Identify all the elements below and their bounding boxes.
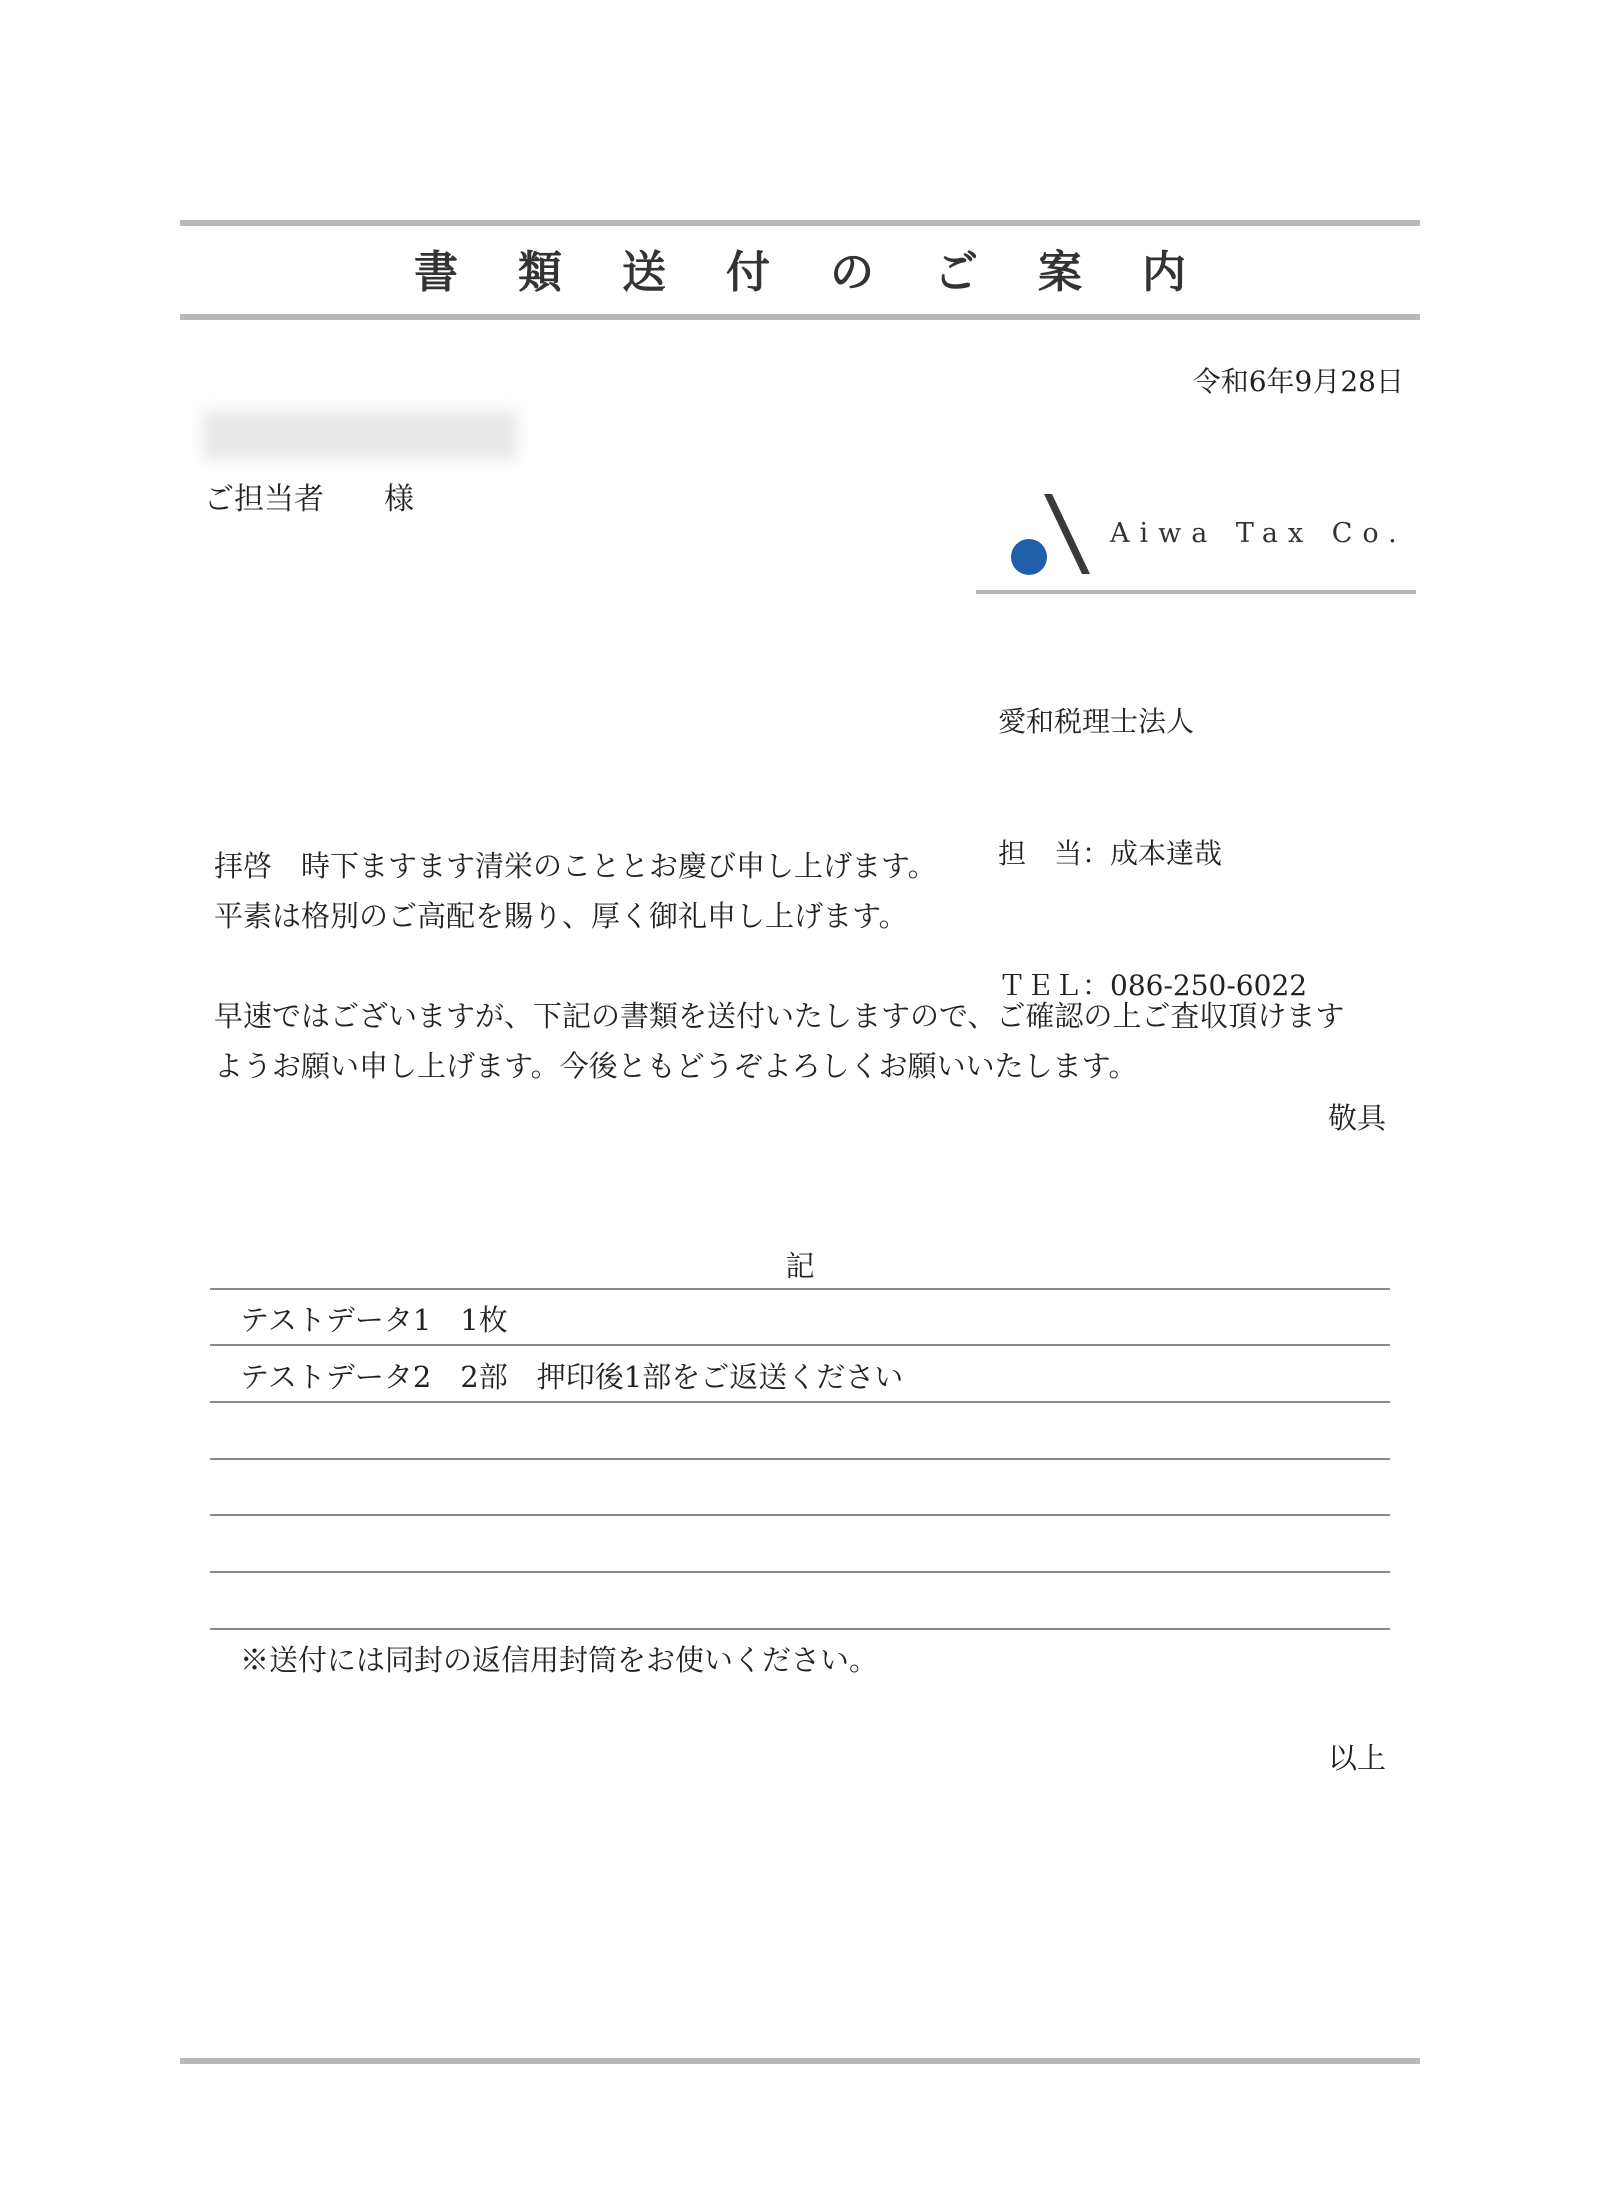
list-rule (210, 1344, 1390, 1346)
sender-company: 愛和税理士法人 (998, 705, 1195, 738)
list-item: テストデータ2 2部 押印後1部をご返送ください (240, 1360, 904, 1394)
logo-slash-icon (1044, 494, 1090, 574)
logo-underline (976, 590, 1416, 594)
sender-person: 担 当：成本達哉 (998, 837, 1223, 870)
envelope-note: ※送付には同封の返信用封筒をお使いください。 (240, 1643, 879, 1677)
list-rule (210, 1628, 1390, 1630)
sender-block (998, 612, 1307, 1052)
list-item: テストデータ1 1枚 (240, 1303, 508, 1337)
recipient-name-redacted (202, 410, 518, 460)
recipient-line: ご担当者 様 (204, 482, 414, 517)
list-rule (210, 1458, 1390, 1460)
logo-text: Aiwa Tax Co. (1110, 518, 1407, 549)
closing-keigu: 敬具 (1327, 1101, 1386, 1135)
title-top-rule (180, 220, 1420, 226)
paragraph-line-2: ようお願い申し上げます。今後ともどうぞよろしくお願いいたします。 (214, 1049, 1138, 1083)
list-rule (210, 1288, 1390, 1290)
greeting-line-1: 拝啓 時下ますます清栄のこととお慶び申し上げます。 (214, 849, 937, 883)
footer-rule (180, 2058, 1420, 2064)
sender-tel: ＴＥＬ：086-250-6022 (998, 969, 1308, 1002)
document-title: 書類送付のご案内 (414, 247, 1246, 298)
closing-ijou: 以上 (1327, 1741, 1386, 1775)
ki-label: 記 (785, 1249, 815, 1283)
paragraph-line-1: 早速ではございますが、下記の書類を送付いたしますので、ご確認の上ご査収頂けます (214, 999, 1345, 1033)
title-bottom-rule (180, 314, 1420, 320)
greeting-line-2: 平素は格別のご高配を賜り、厚く御礼申し上げます。 (214, 899, 908, 933)
list-rule (210, 1571, 1390, 1573)
document-date: 令和6年9月28日 (1192, 365, 1404, 398)
logo-circle-icon (1011, 539, 1047, 575)
list-rule (210, 1401, 1390, 1403)
list-rule (210, 1514, 1390, 1516)
